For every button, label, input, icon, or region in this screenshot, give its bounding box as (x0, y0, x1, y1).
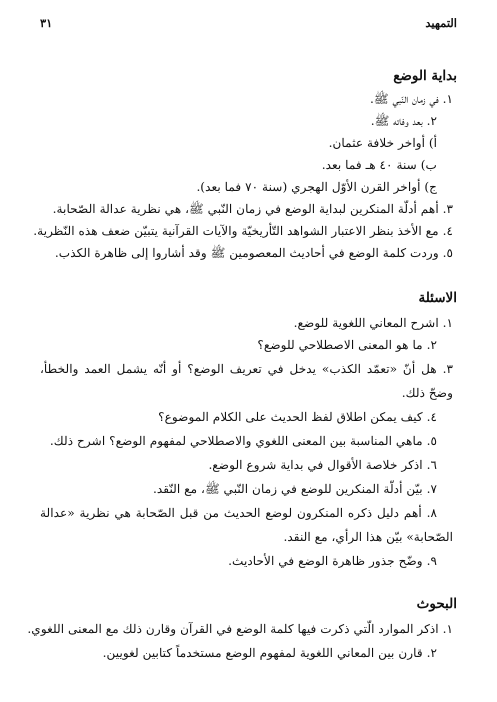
origin-item-5: ٥. وردت كلمة الوضع في أحاديث المعصومين ﷺ وقد أشاروا إلى ظاهرة الكذب. (54, 246, 453, 260)
question-2: ٢. ما هو المعنى الاصطلاحي للوضع؟ (257, 338, 437, 352)
section-heading-research: البحوث (416, 596, 457, 612)
page-header (40, 14, 457, 32)
question-6: ٦. اذكر خلاصة الأقوال في بداية شروع الوضع. (208, 458, 437, 472)
question-9: ٩. وضّح جذور ظاهرة الوضع في الأحاديث. (228, 554, 437, 568)
origin-item-2a: أ) أواخر خلافة عثمان. (328, 136, 437, 150)
question-1: ١. اشرح المعاني اللغوية للوضع. (293, 316, 453, 330)
question-4: ٤. كيف يمكن اطلاق لفظ الحديث على الكلام الموضوع؟ (158, 410, 437, 424)
origin-item-4: ٤. مع الأخذ بنظر الاعتبار الشواهد التّأريخيّة والآيات القرآنية يتبيّن ضعف هذه النّظرية. (33, 224, 453, 238)
origin-item-2: ٢. بعد وفاته ﷺ. (370, 114, 437, 128)
origin-item-2c: ج) أواخر القرن الأوّل الهجري (سنة ٧٠ فما بعد). (196, 180, 437, 194)
running-title: التمهيد (425, 16, 457, 30)
question-8-continued: الصّحابة» بيّن هذا الرأي، مع النقد. (283, 530, 453, 544)
research-item-2: ٢. قارن بين المعاني اللغوية لمفهوم الوضع مستخدماً كتابين لغويين. (102, 646, 437, 660)
origin-item-3: ٣. أهم أدلّة المنكرين لبداية الوضع في زمان النّبي ﷺ، هي نظرية عدالة الصّحابة. (52, 202, 453, 216)
origin-item-2b: ب) سنة ٤٠ هـ فما بعد. (321, 158, 437, 172)
question-3-continued: وضحّ ذلك. (401, 386, 453, 400)
question-8: ٨. أهم دليل ذكره المنكرون لوضع الحديث من قبل الصّحابة هي نظرية «عدالة (40, 506, 437, 520)
question-5: ٥. ماهي المناسبة بين المعنى اللغوي والاصطلاحي لمفهوم الوضع؟ اشرح ذلك. (49, 434, 437, 448)
page-number: ٣١ (40, 16, 53, 30)
section-heading-origin: بداية الوضع (393, 68, 457, 84)
question-3: ٣. هل أنّ «تعمّد الكذب» يدخل في تعريف الوضع؟ أو أنّه يشمل العمد والخطأ، (40, 362, 453, 376)
section-heading-questions: الاسئلة (418, 290, 457, 306)
question-7: ٧. بيّن أدلّة المنكرين للوضع في زمان النّبي ﷺ، مع النّقد. (153, 482, 437, 496)
research-item-1: ١. اذكر الموارد الّتي ذكرت فيها كلمة الوضع في القرآن وقارن ذلك مع المعنى اللغوي. (27, 622, 453, 636)
origin-item-1: ١. في زمان النّبي ﷺ. (369, 92, 453, 106)
